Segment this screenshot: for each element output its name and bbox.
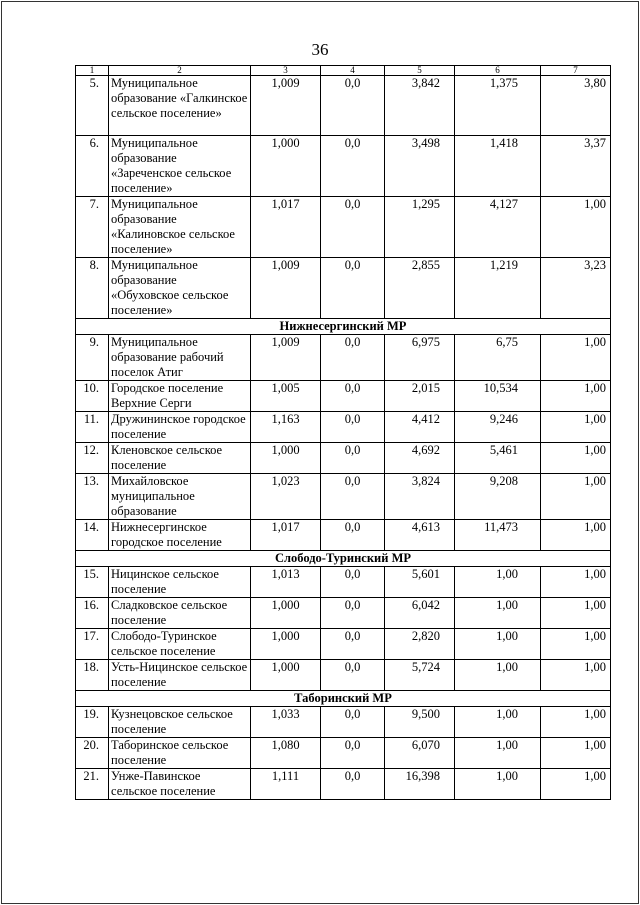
- value-col-7: 1,00: [541, 567, 611, 598]
- value-col-4: 0,0: [321, 258, 385, 319]
- row-number: 21.: [76, 769, 109, 800]
- value-col-3: 1,017: [251, 520, 321, 551]
- row-number: 10.: [76, 381, 109, 412]
- value-col-5: 6,042: [385, 598, 455, 629]
- table-row: [76, 567, 611, 598]
- row-number: 16.: [76, 598, 109, 629]
- value-col-7: 1,00: [541, 629, 611, 660]
- data-table: [75, 65, 611, 800]
- value-col-7: 1,00: [541, 520, 611, 551]
- value-col-6: 1,00: [455, 660, 541, 691]
- value-col-4: 0,0: [321, 136, 385, 197]
- row-number: 12.: [76, 443, 109, 474]
- value-col-6: 1,219: [455, 258, 541, 319]
- value-col-5: 5,724: [385, 660, 455, 691]
- value-col-3: 1,000: [251, 443, 321, 474]
- municipality-name: Муниципальное образование «Калиновское сельское поселение»: [109, 197, 251, 258]
- value-col-4: 0,0: [321, 76, 385, 136]
- value-col-3: 1,163: [251, 412, 321, 443]
- value-col-6: 11,473: [455, 520, 541, 551]
- value-col-3: 1,009: [251, 335, 321, 381]
- table-row: [76, 381, 611, 412]
- table-row: [76, 258, 611, 319]
- municipality-name: Муниципальное образование «Зареченское сельское поселение»: [109, 136, 251, 197]
- value-col-6: 10,534: [455, 381, 541, 412]
- table-row: [76, 660, 611, 691]
- header-cell: 5: [385, 66, 455, 76]
- value-col-6: 1,00: [455, 567, 541, 598]
- table-row: [76, 412, 611, 443]
- value-col-4: 0,0: [321, 412, 385, 443]
- value-col-3: 1,009: [251, 258, 321, 319]
- value-col-3: 1,000: [251, 136, 321, 197]
- value-col-4: 0,0: [321, 381, 385, 412]
- value-col-5: 1,295: [385, 197, 455, 258]
- table-row: [76, 197, 611, 258]
- municipality-name: Унже-Павинское сельское поселение: [109, 769, 251, 800]
- value-col-5: 5,601: [385, 567, 455, 598]
- value-col-3: 1,033: [251, 707, 321, 738]
- value-col-7: 1,00: [541, 412, 611, 443]
- row-number: 15.: [76, 567, 109, 598]
- value-col-4: 0,0: [321, 629, 385, 660]
- table-row: [76, 629, 611, 660]
- municipality-name: Городское поселение Верхние Серги: [109, 381, 251, 412]
- header-cell: 1: [76, 66, 109, 76]
- table-row: [76, 443, 611, 474]
- value-col-6: 1,00: [455, 598, 541, 629]
- value-col-3: 1,000: [251, 598, 321, 629]
- table-row: [76, 76, 611, 136]
- table-row: [76, 769, 611, 800]
- value-col-7: 1,00: [541, 335, 611, 381]
- municipality-name: Ницинское сельское поселение: [109, 567, 251, 598]
- header-cell: 3: [251, 66, 321, 76]
- section-title: Таборинский МР: [76, 691, 611, 707]
- value-col-3: 1,013: [251, 567, 321, 598]
- value-col-4: 0,0: [321, 474, 385, 520]
- value-col-4: 0,0: [321, 443, 385, 474]
- value-col-5: 4,692: [385, 443, 455, 474]
- value-col-6: 1,00: [455, 769, 541, 800]
- value-col-3: 1,000: [251, 629, 321, 660]
- municipality-name: Нижнесергинское городское поселение: [109, 520, 251, 551]
- value-col-4: 0,0: [321, 738, 385, 769]
- value-col-5: 16,398: [385, 769, 455, 800]
- value-col-6: 5,461: [455, 443, 541, 474]
- row-number: 17.: [76, 629, 109, 660]
- value-col-6: 4,127: [455, 197, 541, 258]
- header-cell: 2: [109, 66, 251, 76]
- table-row: [76, 474, 611, 520]
- value-col-3: 1,017: [251, 197, 321, 258]
- municipality-name: Кузнецовское сельское поселение: [109, 707, 251, 738]
- section-row: [76, 691, 611, 707]
- value-col-5: 3,824: [385, 474, 455, 520]
- section-title: Слободо-Туринский МР: [76, 551, 611, 567]
- value-col-5: 4,412: [385, 412, 455, 443]
- municipality-name: Сладковское сельское поселение: [109, 598, 251, 629]
- row-number: 6.: [76, 136, 109, 197]
- header-cell: 7: [541, 66, 611, 76]
- value-col-7: 1,00: [541, 598, 611, 629]
- municipality-name: Слободо-Туринское сельское поселение: [109, 629, 251, 660]
- value-col-5: 3,842: [385, 76, 455, 136]
- table-row: [76, 136, 611, 197]
- row-number: 13.: [76, 474, 109, 520]
- value-col-4: 0,0: [321, 197, 385, 258]
- value-col-5: 3,498: [385, 136, 455, 197]
- value-col-3: 1,000: [251, 660, 321, 691]
- municipality-name: Кленовское сельское поселение: [109, 443, 251, 474]
- value-col-7: 1,00: [541, 707, 611, 738]
- value-col-5: 9,500: [385, 707, 455, 738]
- value-col-4: 0,0: [321, 567, 385, 598]
- value-col-7: 1,00: [541, 443, 611, 474]
- value-col-6: 1,00: [455, 738, 541, 769]
- value-col-6: 1,00: [455, 629, 541, 660]
- section-title: Нижнесергинский МР: [76, 319, 611, 335]
- value-col-7: 1,00: [541, 381, 611, 412]
- table-row: [76, 520, 611, 551]
- value-col-4: 0,0: [321, 335, 385, 381]
- value-col-4: 0,0: [321, 769, 385, 800]
- row-number: 11.: [76, 412, 109, 443]
- section-row: [76, 551, 611, 567]
- value-col-4: 0,0: [321, 660, 385, 691]
- row-number: 19.: [76, 707, 109, 738]
- municipality-name: Муниципальное образование «Галкинское сельское поселение»: [109, 76, 251, 136]
- row-number: 14.: [76, 520, 109, 551]
- value-col-3: 1,005: [251, 381, 321, 412]
- row-number: 18.: [76, 660, 109, 691]
- value-col-6: 9,246: [455, 412, 541, 443]
- value-col-6: 9,208: [455, 474, 541, 520]
- value-col-6: 6,75: [455, 335, 541, 381]
- row-number: 9.: [76, 335, 109, 381]
- table-row: [76, 335, 611, 381]
- value-col-5: 6,975: [385, 335, 455, 381]
- value-col-5: 6,070: [385, 738, 455, 769]
- value-col-5: 2,820: [385, 629, 455, 660]
- value-col-6: 1,00: [455, 707, 541, 738]
- value-col-6: 1,375: [455, 76, 541, 136]
- table-row: [76, 738, 611, 769]
- value-col-6: 1,418: [455, 136, 541, 197]
- row-number: 7.: [76, 197, 109, 258]
- table-row: [76, 598, 611, 629]
- value-col-7: 1,00: [541, 474, 611, 520]
- value-col-3: 1,080: [251, 738, 321, 769]
- value-col-4: 0,0: [321, 520, 385, 551]
- municipality-name: Муниципальное образование «Обуховское сельское поселение»: [109, 258, 251, 319]
- municipality-name: Муниципальное образование рабочий поселок Атиг: [109, 335, 251, 381]
- value-col-5: 2,855: [385, 258, 455, 319]
- row-number: 5.: [76, 76, 109, 136]
- value-col-5: 2,015: [385, 381, 455, 412]
- municipality-name: Дружининское городское поселение: [109, 412, 251, 443]
- municipality-name: Таборинское сельское поселение: [109, 738, 251, 769]
- value-col-3: 1,023: [251, 474, 321, 520]
- value-col-7: 1,00: [541, 738, 611, 769]
- row-number: 8.: [76, 258, 109, 319]
- value-col-4: 0,0: [321, 707, 385, 738]
- row-number: 20.: [76, 738, 109, 769]
- table-row: [76, 707, 611, 738]
- municipality-name: Михайловское муниципальное образование: [109, 474, 251, 520]
- header-row: [76, 66, 611, 76]
- page-number: 36: [311, 40, 329, 59]
- header-cell: 4: [321, 66, 385, 76]
- value-col-7: 3,37: [541, 136, 611, 197]
- value-col-7: 3,23: [541, 258, 611, 319]
- value-col-4: 0,0: [321, 598, 385, 629]
- value-col-7: 1,00: [541, 660, 611, 691]
- municipality-name: Усть-Ницинское сельское поселение: [109, 660, 251, 691]
- header-cell: 6: [455, 66, 541, 76]
- section-row: [76, 319, 611, 335]
- value-col-3: 1,111: [251, 769, 321, 800]
- value-col-7: 1,00: [541, 769, 611, 800]
- value-col-7: 1,00: [541, 197, 611, 258]
- value-col-5: 4,613: [385, 520, 455, 551]
- value-col-3: 1,009: [251, 76, 321, 136]
- value-col-7: 3,80: [541, 76, 611, 136]
